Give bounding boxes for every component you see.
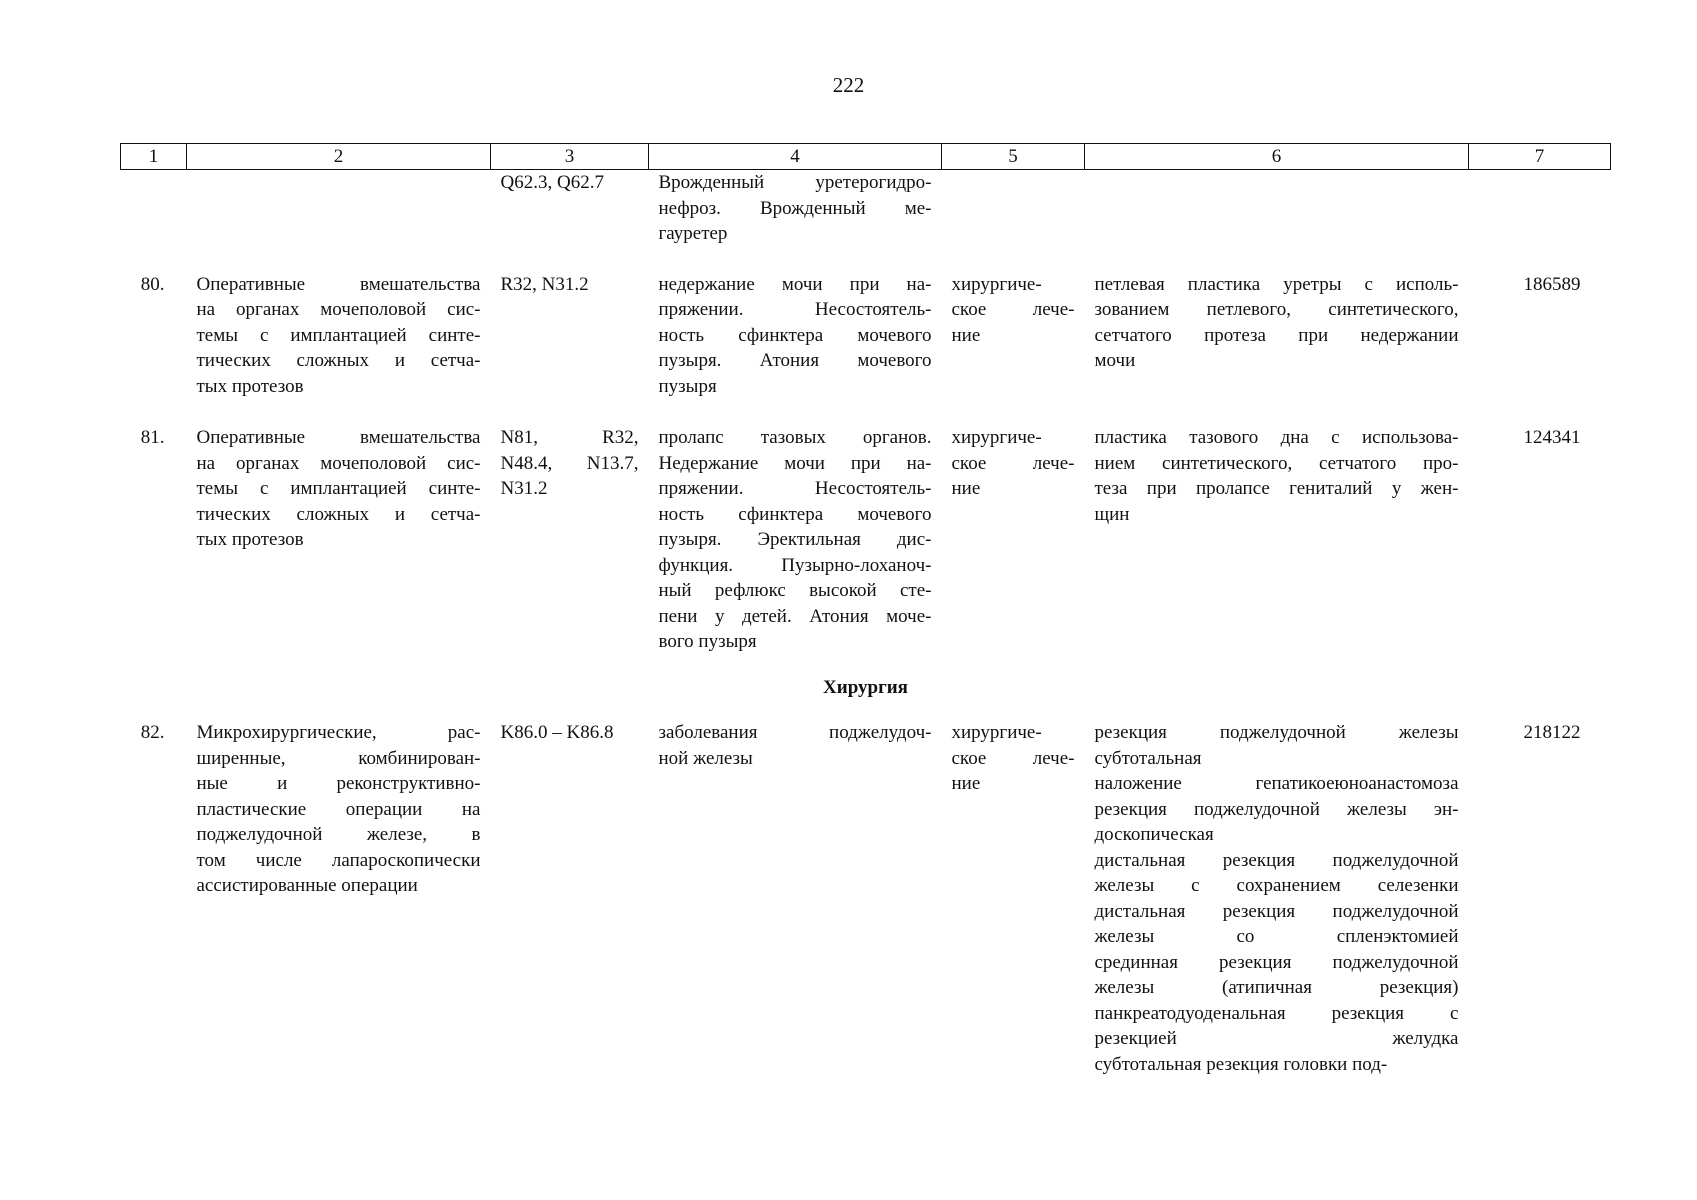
condition-line: пузыря <box>658 375 717 397</box>
condition-line: вого пузыря <box>658 631 757 652</box>
condition-line: ный рефлюкс высокой сте- <box>658 580 932 601</box>
cell-num: 82. <box>140 722 165 743</box>
condition-line: недержание мочи при на- <box>658 273 932 295</box>
method-line: наложение гепатикоеюноанастомоза <box>1094 773 1459 794</box>
code-line: N31.2 <box>500 478 548 499</box>
name-line: том числе лапароскопически <box>196 849 481 871</box>
condition-line: заболевания поджелудоч- <box>658 722 932 743</box>
header-col-3: 3 <box>491 144 649 170</box>
name-line: темы с имплантацией синте- <box>196 478 481 499</box>
row-gap <box>121 700 1611 720</box>
condition-line: ность сфинктера мочевого <box>658 503 932 525</box>
cell-condition <box>649 425 942 655</box>
condition-line: Недержание мочи при на- <box>658 452 932 474</box>
method-line: железы с сохранением селезенки <box>1094 875 1459 896</box>
name-line: Оперативные вмешательства <box>196 427 481 448</box>
method-line: мочи <box>1094 350 1136 371</box>
cell-name <box>187 425 491 655</box>
section-title: Хирургия <box>823 676 908 698</box>
cell-name <box>187 720 491 1077</box>
cell-method <box>1085 720 1469 1077</box>
cell-name <box>187 272 491 400</box>
treatment-line: хирургиче- <box>951 427 1042 448</box>
method-line: железы со спленэктомией <box>1094 926 1459 947</box>
treatment-line: ние <box>951 324 981 346</box>
name-line: пластические операции на <box>196 798 481 820</box>
cell-cost <box>1469 170 1611 247</box>
treatment-line: ское лече- <box>951 452 1075 474</box>
treatment-line: ние <box>951 773 981 794</box>
cell-method <box>1085 170 1469 247</box>
name-line: тых протезов <box>196 375 304 397</box>
method-line: субтотальная <box>1094 747 1202 769</box>
code-line: N81, R32, <box>500 427 639 448</box>
procedures-table-wrapper <box>120 143 1610 1077</box>
page-number: 222 <box>832 73 865 97</box>
row-gap <box>121 655 1611 675</box>
cell-condition <box>649 272 942 400</box>
table-row-80 <box>121 272 1611 400</box>
condition-line: пени у детей. Атония моче- <box>658 605 932 627</box>
name-line: на органах мочеполовой сис- <box>196 452 481 474</box>
cell-codes <box>491 425 649 655</box>
method-line: теза при пролапсе гениталий у жен- <box>1094 478 1459 499</box>
condition-line: нефроз. Врожденный ме- <box>658 197 932 219</box>
condition-line: функция. Пузырно-лоханоч- <box>658 554 932 576</box>
name-line: на органах мочеполовой сис- <box>196 299 481 320</box>
method-line: пластика тазового дна с использова- <box>1094 427 1459 448</box>
cell-condition <box>649 720 942 1077</box>
procedures-table <box>120 143 1611 1077</box>
cell-treatment <box>942 720 1085 1077</box>
cell-cost: 218122 <box>1523 722 1581 743</box>
method-line: дистальная резекция поджелудочной <box>1094 849 1459 871</box>
gap-cell <box>121 655 1611 675</box>
code-line: K86.0 – K86.8 <box>500 722 614 743</box>
cell-num: 81. <box>140 427 165 448</box>
cell-codes: Q62.3, Q62.7 <box>500 172 604 193</box>
treatment-line: ние <box>951 478 981 499</box>
cell-name <box>187 170 491 247</box>
name-line: поджелудочной железе, в <box>196 824 481 845</box>
method-line: щин <box>1094 503 1130 525</box>
header-col-7: 7 <box>1469 144 1611 170</box>
header-row <box>121 144 1611 170</box>
method-line: дистальная резекция поджелудочной <box>1094 900 1459 922</box>
treatment-line: ское лече- <box>951 299 1075 320</box>
name-line: ные и реконструктивно- <box>196 773 481 794</box>
table-body <box>121 170 1611 1078</box>
treatment-line: ское лече- <box>951 747 1075 769</box>
table-row-82 <box>121 720 1611 1077</box>
method-line: резекция поджелудочной железы <box>1094 722 1459 743</box>
treatment-line: хирургиче- <box>951 722 1042 743</box>
row-gap <box>121 247 1611 272</box>
cell-treatment <box>942 425 1085 655</box>
method-line: срединная резекция поджелудочной <box>1094 951 1459 973</box>
method-line: резекцией желудка <box>1094 1028 1459 1049</box>
table-header <box>121 144 1611 170</box>
condition-line: Врожденный уретерогидро- <box>658 172 932 193</box>
method-line: зованием петлевого, синтетического, <box>1094 299 1459 320</box>
name-line: ширенные, комбинирован- <box>196 747 481 769</box>
method-line: панкреатодуоденальная резекция с <box>1094 1002 1459 1024</box>
method-line: сетчатого протеза при недержании <box>1094 324 1459 346</box>
method-line: петлевая пластика уретры с исполь- <box>1094 273 1459 295</box>
cell-condition <box>649 170 942 247</box>
table-row-81 <box>121 425 1611 655</box>
condition-line: пряжении. Несостоятель- <box>658 478 932 499</box>
gap-cell <box>121 700 1611 720</box>
condition-line: ной железы <box>658 747 753 769</box>
name-line: Микрохирургические, рас- <box>196 722 481 743</box>
condition-line: пузыря. Атония мочевого <box>658 350 932 371</box>
name-line: ассистированные операции <box>196 875 418 896</box>
gap-cell <box>121 399 1611 425</box>
treatment-line: хирургиче- <box>951 273 1042 295</box>
header-col-4: 4 <box>649 144 942 170</box>
name-line: тических сложных и сетча- <box>196 350 481 371</box>
condition-line: пролапс тазовых органов. <box>658 427 932 448</box>
condition-line: гауретер <box>658 223 728 244</box>
condition-line: пузыря. Эректильная дис- <box>658 529 932 550</box>
cell-cost: 186589 <box>1523 273 1581 295</box>
method-line: резекция поджелудочной железы эн- <box>1094 798 1459 820</box>
header-col-2: 2 <box>187 144 491 170</box>
name-line: темы с имплантацией синте- <box>196 324 481 346</box>
condition-line: пряжении. Несостоятель- <box>658 299 932 320</box>
cell-num: 80. <box>140 273 165 295</box>
row-gap <box>121 399 1611 425</box>
code-line: R32, N31.2 <box>500 273 589 295</box>
name-line: тических сложных и сетча- <box>196 503 481 525</box>
cell-cost: 124341 <box>1523 427 1581 448</box>
cell-method <box>1085 272 1469 400</box>
cell-codes <box>491 272 649 400</box>
method-line: субтотальная резекция головки под- <box>1094 1053 1388 1075</box>
name-line: тых протезов <box>196 529 304 550</box>
cell-treatment <box>942 272 1085 400</box>
header-col-6: 6 <box>1085 144 1469 170</box>
cell-method <box>1085 425 1469 655</box>
method-line: железы (атипичная резекция) <box>1094 977 1459 998</box>
table-row-continuation <box>121 170 1611 247</box>
name-line: Оперативные вмешательства <box>196 273 481 295</box>
code-line: N48.4, N13.7, <box>500 452 639 474</box>
cell-num <box>121 170 187 247</box>
condition-line: ность сфинктера мочевого <box>658 324 932 346</box>
method-line: доскопическая <box>1094 824 1214 845</box>
header-col-5: 5 <box>942 144 1085 170</box>
method-line: нием синтетического, сетчатого про- <box>1094 452 1459 474</box>
header-col-1: 1 <box>121 144 187 170</box>
cell-codes <box>491 720 649 1077</box>
cell-treatment <box>942 170 1085 247</box>
section-title-row <box>121 675 1611 701</box>
